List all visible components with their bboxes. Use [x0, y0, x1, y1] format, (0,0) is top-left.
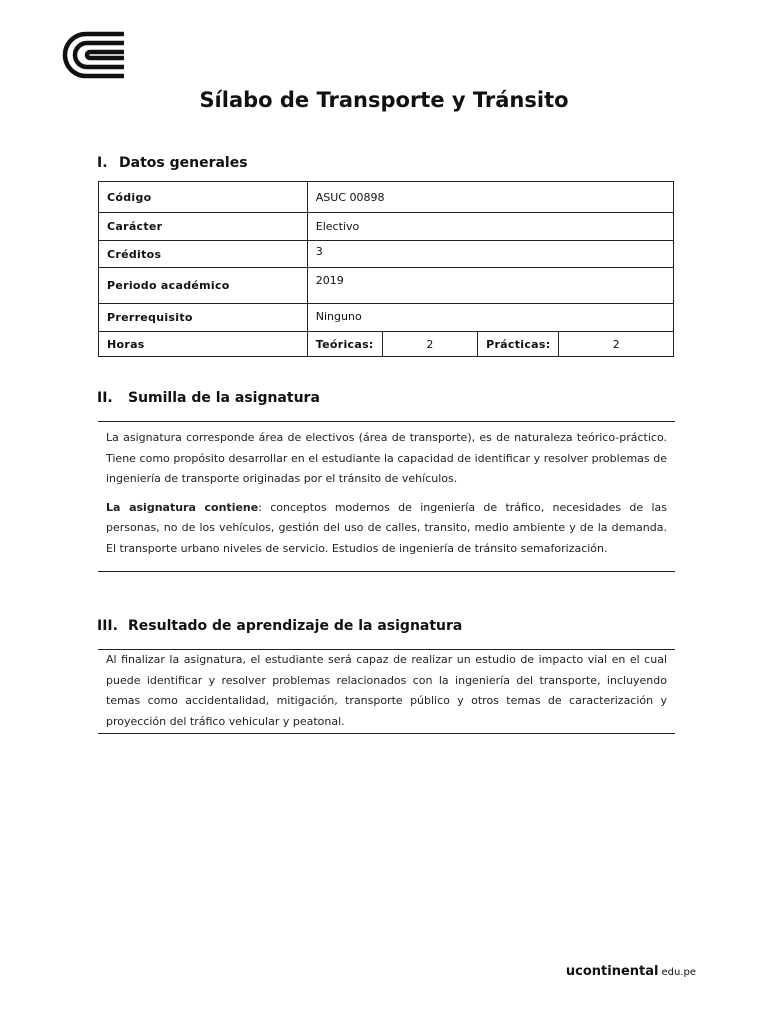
value-prerrequisito: Ninguno: [307, 304, 673, 332]
footer-brand-suffix: edu.pe: [661, 967, 696, 978]
page-title: Sílabo de Transporte y Tránsito: [199, 88, 569, 112]
label-periodo: Periodo académico: [99, 268, 308, 304]
value-creditos: 3: [307, 241, 673, 268]
general-data-table: [98, 181, 674, 357]
label-creditos: Créditos: [99, 241, 308, 268]
value-practicas: 2: [559, 332, 674, 357]
table-row: [99, 213, 674, 241]
section-heading-sumilla: II. Sumilla de la asignatura: [97, 390, 320, 406]
label-practicas: Prácticas:: [478, 332, 559, 357]
sumilla-paragraph-1: La asignatura corresponde área de electivos (área de transporte), es de naturaleza teórico-práctico. Tiene como propósito desarrollar en el estudiante la capacidad de identificar y resolver problemas de ingeniería de transporte originadas por el tránsito de vehículos.: [106, 431, 667, 485]
continental-logo-icon: [60, 30, 128, 80]
label-horas: Horas: [99, 332, 308, 357]
value-codigo: ASUC 00898: [307, 182, 673, 213]
label-codigo: Código: [99, 182, 308, 213]
label-prerrequisito: Prerrequisito: [99, 304, 308, 332]
value-teoricas: 2: [382, 332, 477, 357]
sumilla-box: [98, 421, 675, 572]
section-heading-resultado: III. Resultado de aprendizaje de la asignatura: [97, 618, 463, 634]
table-row: [99, 332, 674, 357]
label-teoricas: Teóricas:: [307, 332, 382, 357]
value-periodo: 2019: [307, 268, 673, 304]
table-row: [99, 304, 674, 332]
sumilla-paragraph-2: La asignatura contiene: conceptos modernos de ingeniería de tráfico, necesidades de las personas, no de los vehículos, gestión del uso de calles, transito, medio ambiente y de la demanda. El transporte urbano niveles de servicio. Estudios de ingeniería de tránsito semaforización.: [106, 500, 667, 555]
value-caracter: Electivo: [307, 213, 673, 241]
table-row: [99, 241, 674, 268]
table-row: [99, 268, 674, 304]
section-heading-datos-generales: I. Datos generales: [97, 155, 248, 171]
footer-brand-name: ucontinental: [565, 964, 659, 979]
footer-brand: [566, 964, 696, 979]
resultado-box: [98, 649, 675, 734]
table-row: [99, 182, 674, 213]
label-caracter: Carácter: [99, 213, 308, 241]
resultado-paragraph: Al finalizar la asignatura, el estudiante será capaz de realizar un estudio de impacto vial en el cual puede identificar y resolver problemas relacionados con la ingeniería del transporte, incluyendo temas como accidentalidad, mitigación, transporte público y otros temas de caracterización y proyección del tráfico vehicular y peatonal.: [106, 653, 667, 728]
